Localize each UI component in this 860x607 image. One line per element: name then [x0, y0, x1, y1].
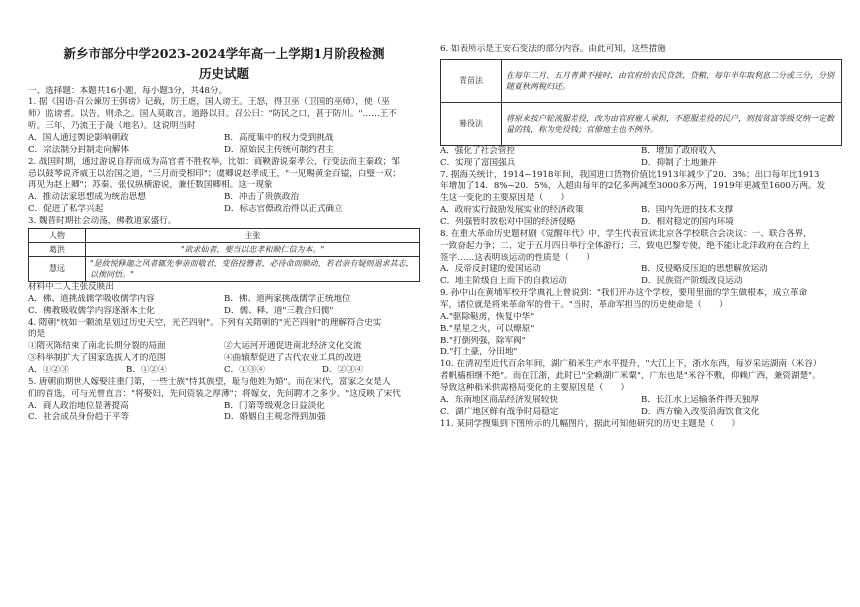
option-b[interactable]: B．高度集中的权力受到挑战: [224, 132, 334, 143]
option-d[interactable]: D．标志官僚政治得以正式确立: [224, 204, 343, 215]
option-b[interactable]: B．①②④: [126, 364, 167, 375]
answer-options: [28, 204, 420, 216]
answer-options: [28, 412, 420, 424]
answer-options: [440, 276, 842, 288]
question-line: 导致这种稻米供需格局变化的主要原因是（ ）: [440, 383, 630, 394]
exam-title: 新乡市部分中学2023-2024学年高一上学期1月阶段检测: [63, 46, 385, 61]
table-cell: 在每年二月、五月青黄不接时，由官府给农民贷款、贷粮，每年半年取利息二分或三分，分别随夏秋两税归还。: [502, 59, 842, 102]
question-line: 4. 隋朝"枕如一颗流星划过历史天空，光芒四射"。下列有关隋朝的"光芒四射"的理解符合史实: [28, 317, 382, 328]
answer-options: [28, 401, 420, 413]
option-c[interactable]: C．①③④: [224, 364, 265, 375]
option-b[interactable]: B."星星之火，可以燎原": [440, 323, 535, 334]
option-a[interactable]: A．政府实行鼓励发展实业的经济政策: [440, 205, 584, 216]
option-c[interactable]: C．宗法制分封制走向解体: [28, 144, 130, 155]
table-cell: "是故悦释迦之风者辄先奉亲而敬君，变俗投簪者，必待命而顺动，若君亲有疑则退求其志，以俟同悟。": [86, 256, 420, 281]
table-cell: 葛洪: [29, 242, 86, 256]
answer-options: [440, 395, 842, 407]
option-d[interactable]: D．抑制了土地兼并: [641, 157, 717, 168]
answer-options: [440, 146, 842, 158]
option-b[interactable]: B．国内先进的技术支撑: [641, 205, 734, 216]
question-line: 的是: [28, 329, 46, 340]
option-d[interactable]: D．西方输入改变沿海饮食文化: [641, 406, 760, 417]
option-c[interactable]: C．促进了私学兴起: [28, 204, 104, 215]
section-heading: 一、选择题：本题共16小题，每小题3分，共48分。: [28, 85, 228, 96]
question-line: 者帆樯相继不绝"。而在江浙，此时已"全赖湖广米粟"，广东也是"米谷不敷，仰赖广西，兼资湖楚"。: [440, 371, 821, 382]
question-line: 9. 孙中山在黄埔军校开学典礼上曾说到："我们开办这个学校，要用里面的学生做根本，成立革命: [440, 288, 808, 299]
answer-options: [28, 365, 420, 377]
option-a[interactable]: A．商人政治地位显著提高: [28, 400, 129, 411]
option-c[interactable]: C．社会成员身份趋于平等: [28, 412, 130, 423]
answer-options: [28, 294, 420, 306]
question-line: 3. 魏晋时期社会动荡，佛教道家盛行。: [28, 215, 177, 226]
table-header: 人物: [29, 228, 86, 242]
statement-3: ③科举制扩大了国家选拔人才的范围: [28, 353, 166, 364]
table-cell: 青苗法: [441, 59, 502, 102]
option-a[interactable]: A．国人通过舆论影响朝政: [28, 132, 129, 143]
option-d[interactable]: D．民族资产阶级改良运动: [641, 276, 743, 287]
statement-items: [28, 341, 420, 353]
question-line: 忌以鼓琴说齐威王以治国之道，"三月而受相印"；虞卿说赵孝成王，"一见赐黄金百镒，白璧一双；: [28, 168, 401, 179]
question-line: 听。三年，乃流王于彘（地名）。这说明当时: [28, 121, 196, 132]
option-d[interactable]: D．②③④: [322, 364, 364, 375]
question-line: 一致奋起力争；二、定于五月四日举行全体游行；三、致电巴黎专使，绝不能让北洋政府在合约上: [440, 240, 810, 251]
question-line: 1. 据《国语·召公谏厉王弭谤》记载，厉王虐，国人谤王。王怒，得卫巫（卫国的巫师），使（巫: [28, 97, 390, 108]
option-b[interactable]: B．门第等级观念日益淡化: [224, 400, 325, 411]
answer-options: [440, 217, 842, 229]
answer-options: [440, 264, 842, 276]
exam-subtitle: 历史试题: [198, 66, 249, 82]
left-column: [28, 0, 420, 424]
option-a[interactable]: A．反帝反封建的爱国运动: [440, 264, 541, 275]
table-header: 主张: [86, 228, 420, 242]
table-cell: 募役法: [441, 102, 502, 145]
table-cell: 将原来按户轮流服差役，改为由官府雇人承担，不愿服差役的民户，则按贫富等级交纳一定数量的钱，称为免役钱；官僚地主也不例外。: [502, 102, 842, 145]
question-line: 7. 据海关统计，1914~1918年间，我国进口货物价值比1913年减少了20．3%；出口每年比1913: [440, 169, 820, 180]
question-line: 年增加了14．8%~20．5%，入超由每年的2亿多两减至3000多万两，1919年更减至1600万两。发: [440, 181, 826, 192]
option-c[interactable]: C．列强暂时放松对中国的经济侵略: [440, 217, 576, 228]
option-a[interactable]: A．强化了社会管控: [440, 145, 515, 156]
option-a[interactable]: A．①②③: [28, 364, 69, 375]
option-b[interactable]: B．长江水上运输条件得天独厚: [641, 394, 760, 405]
q6-table: [440, 59, 842, 146]
table-cell: 慧远: [29, 256, 86, 281]
question-line: 5. 唐朝前期世人嫁娶注重门第，一些士族"恃其族望，耻与他姓为婚"。而在宋代，富家之女是人: [28, 376, 391, 387]
question-line: 军，诸位就是将来革命军的骨干。"当时，革命军担当的历史使命是（ ）: [440, 300, 728, 311]
option-a[interactable]: A．推动法家思想成为统治思想: [28, 192, 146, 203]
q3-table: [28, 228, 420, 282]
question-line: 2. 战国时期，通过游说自荐而成为高官者不胜枚举，比如：商鞅游说秦孝公，行变法而主秦政；邹: [28, 156, 400, 167]
question-line: 再见为赵上卿"；苏秦、张仪纵横游说，兼任数国卿相。这一现象: [28, 180, 273, 191]
option-b[interactable]: B．反侵略反压迫的思想解放运动: [641, 264, 768, 275]
answer-options: [28, 145, 420, 157]
statement-2: ②大运河开通促进南北经济文化交流: [224, 341, 362, 352]
option-a[interactable]: A．东南地区商品经济发展较快: [440, 394, 558, 405]
question-line: 签字……这表明该运动的性质是（ ）: [440, 252, 595, 263]
option-b[interactable]: B．佛、道两家挑战儒学正统地位: [224, 293, 351, 304]
question-line: 们的首选，可与光曾直言："将娶妇，先问资装之厚薄"；将嫁女，先问聘才之多少。"这反映了宋代: [28, 388, 401, 399]
option-b[interactable]: B．增加了政府收入: [641, 145, 717, 156]
statement-items: [28, 353, 420, 365]
question-line: 生这一变化的主要原因是（ ）: [440, 193, 569, 204]
option-c[interactable]: C．佛教吸收儒学内容逐渐本土化: [28, 305, 155, 316]
statement-4: ④曲辕犁促进了古代农业工具的改进: [224, 353, 362, 364]
option-d[interactable]: D．儒、释、道"三教合归儒": [224, 305, 334, 316]
answer-options: [440, 407, 842, 419]
answer-options: [440, 205, 842, 217]
answer-options: [440, 158, 842, 170]
option-d[interactable]: D."打土豪，分田地": [440, 347, 518, 358]
answer-options: [28, 306, 420, 318]
option-d[interactable]: D．婚姻自主观念得到加强: [224, 412, 326, 423]
question-line: 10. 在清初至近代百余年间，湖广稻米生产水平提升，"大江上下，浙水东西，每岁采运湖南（米谷）: [440, 359, 822, 370]
question-line: 8. 在重大革命历史题材剧《觉醒年代》中，学生代表宣读北京各学校联合会决议：一、联合各界，: [440, 228, 812, 239]
option-c[interactable]: B."打倒列强，除军阀": [440, 335, 526, 346]
answer-options: [28, 133, 420, 145]
answer-options: [28, 192, 420, 204]
question-line: 6. 如表所示是王安石变法的部分内容。由此可知，这些措施: [440, 44, 666, 54]
option-c[interactable]: C．湖广地区鲜有战争时局稳定: [440, 406, 559, 417]
option-c[interactable]: C．实现了富国强兵: [440, 157, 516, 168]
option-d[interactable]: D．相对稳定的国内环境: [641, 217, 734, 228]
question-line: 师）监谤者。以告，则杀之。国人莫敢言，道路以目。召公曰："防民之口，甚于防川。"……王不: [28, 109, 397, 120]
option-c[interactable]: C．地主阶级自上而下的自救运动: [440, 276, 567, 287]
option-d[interactable]: D．原始民主传统可制约君主: [224, 144, 335, 155]
option-a[interactable]: A."驱除鞑虏，恢复中华": [440, 311, 535, 322]
table-cell: "欲求仙者，要当以忠孝和顺仁信为本。": [86, 242, 420, 256]
right-column: [440, 0, 842, 430]
question-line: 材料中二人主张反映出: [28, 281, 114, 292]
option-a[interactable]: A．佛、道挑战儒学吸收儒学内容: [28, 293, 155, 304]
question-line: 11. 某同学搜集到下图所示的几幅图片，据此可知他研究的历史主题是（ ）: [440, 418, 740, 429]
option-b[interactable]: B．冲击了贵族政治: [224, 192, 300, 203]
statement-1: ①隋灭陈结束了南北长期分裂的局面: [28, 341, 166, 352]
